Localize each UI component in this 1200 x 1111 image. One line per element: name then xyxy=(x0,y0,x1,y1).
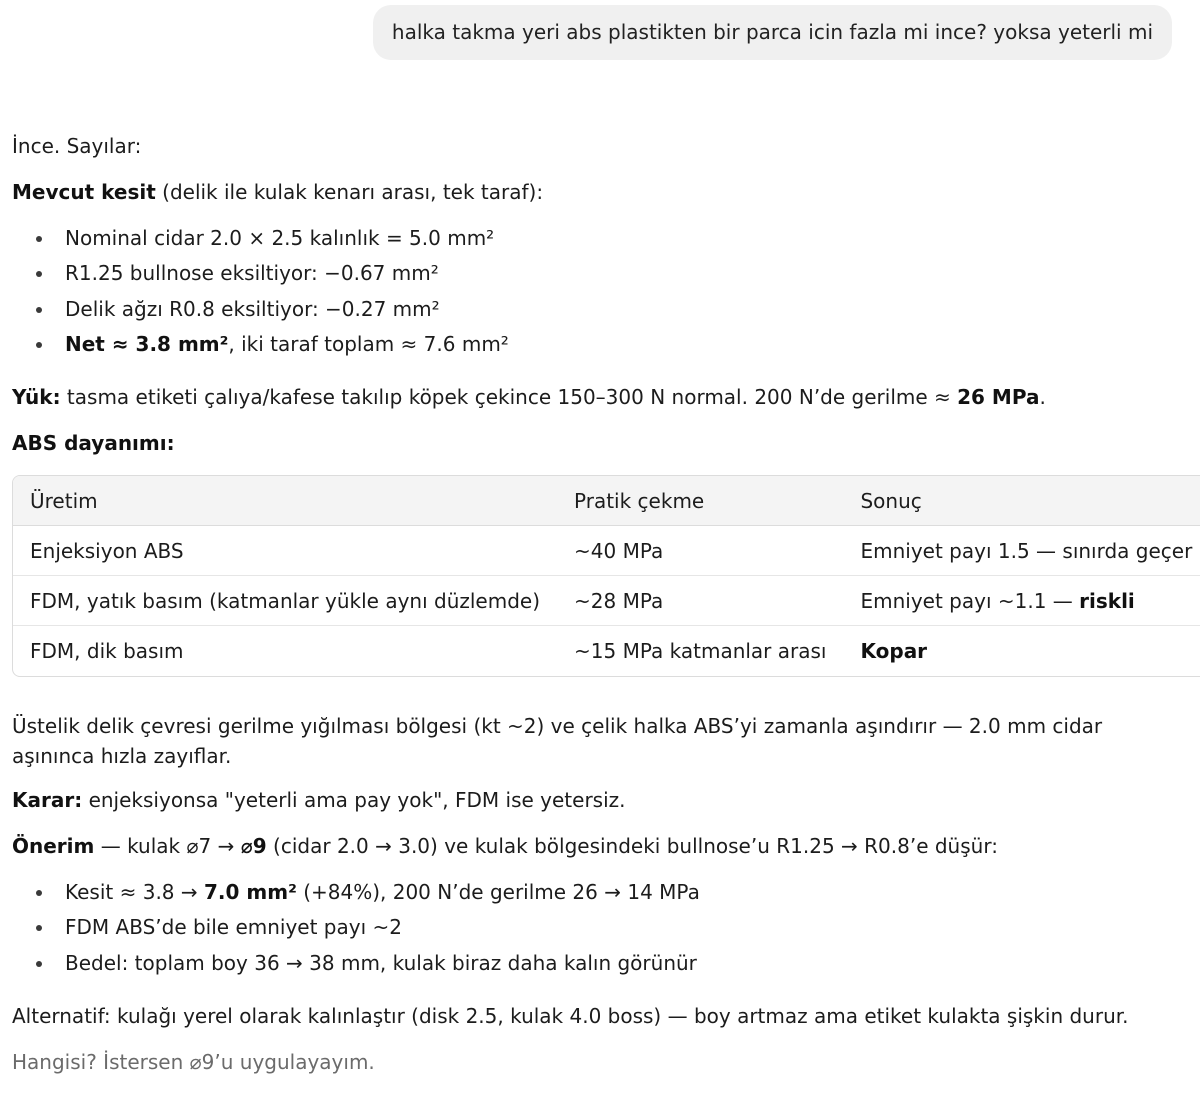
list-item: Delik ağzı R0.8 eksiltiyor: −0.27 mm² xyxy=(12,295,1172,330)
user-message-bubble: halka takma yeri abs plastikten bir parca icin fazla mi ince? yoksa yeterli mi xyxy=(373,5,1172,60)
table-cell: ~15 MPa katmanlar arası xyxy=(574,639,827,664)
list-item-text: (+84%), 200 N’de gerilme 26 → 14 MPa xyxy=(296,880,700,905)
alternative-paragraph: Alternatif: kulağı yerel olarak kalınlaştır (disk 2.5, kulak 4.0 boss) — boy artmaz ama etiket kulakta şişkin durur. xyxy=(12,1004,1129,1029)
intro-text: İnce. Sayılar: xyxy=(12,134,142,158)
list-item xyxy=(12,330,1172,365)
load-paragraph xyxy=(12,383,1172,411)
table-cell: ~40 MPa xyxy=(557,526,843,576)
table-cell xyxy=(843,626,1200,676)
list-item xyxy=(12,878,1172,913)
table-row xyxy=(13,526,1200,576)
table-cell: FDM, dik basım xyxy=(30,639,184,664)
suggestion-text-end: (cidar 2.0 → 3.0) ve kulak bölgesindeki bullnose’u R1.25 → R0.8’e düşür: xyxy=(266,834,998,859)
section-text: (delik ile kulak kenarı arası, tek taraf): xyxy=(155,180,544,204)
suggestion-diameter: ⌀9 xyxy=(240,834,267,859)
column-header: Üretim xyxy=(13,476,557,526)
list-item: FDM ABS’de bile emniyet payı ~2 xyxy=(12,913,1172,948)
list-item: Bedel: toplam boy 36 → 38 mm, kulak biraz daha kalın görünür xyxy=(12,949,1172,984)
abs-strength-label: ABS dayanımı: xyxy=(12,431,175,456)
suggestion-list xyxy=(12,878,1172,984)
cell-text: Emniyet payı 1.5 — sınırda geçer xyxy=(860,538,1193,563)
table-cell xyxy=(843,526,1200,576)
table-row xyxy=(13,626,1200,676)
decision-label: Karar: xyxy=(12,788,83,813)
closing-question: Hangisi? İstersen ⌀9’u uygulayayım. xyxy=(12,1050,375,1075)
new-cross-section-value: 7.0 mm² xyxy=(204,880,297,905)
section-label: Mevcut kesit xyxy=(12,180,156,204)
list-item-text: Kesit ≈ 3.8 → xyxy=(65,880,204,905)
table-cell: ~28 MPa xyxy=(557,576,843,626)
column-header: Pratik çekme xyxy=(557,476,843,526)
abs-strength-table xyxy=(12,475,1200,677)
net-value: Net ≈ 3.8 mm² xyxy=(65,331,229,356)
suggestion-paragraph xyxy=(12,832,1172,860)
list-item: R1.25 bullnose eksiltiyor: −0.67 mm² xyxy=(12,259,1172,294)
suggestion-text: — kulak ⌀7 → xyxy=(94,834,241,859)
load-text-end: . xyxy=(1039,385,1046,410)
decision-text: enjeksiyonsa "yeterli ama pay yok", FDM ise yetersiz. xyxy=(82,788,626,813)
column-header: Sonuç xyxy=(843,476,1200,526)
cross-section-list xyxy=(12,224,1172,365)
abs-strength-heading xyxy=(12,429,1172,457)
cell-emphasis: riskli xyxy=(1079,588,1135,613)
table-cell: FDM, yatık basım (katmanlar yükle aynı düzlemde) xyxy=(13,576,557,626)
cell-emphasis: Kopar xyxy=(860,639,928,664)
cell-text: Emniyet payı ~1.1 — xyxy=(860,588,1080,613)
assistant-answer xyxy=(12,132,1193,1076)
stress-concentration-note: Üstelik delik çevresi gerilme yığılması bölgesi (kt ~2) ve çelik halka ABS’yi zamanla aşındırır — 2.0 mm cidar aşınınca hızla zayıflar. xyxy=(12,714,1103,769)
decision-paragraph xyxy=(12,786,1172,814)
table-header-row xyxy=(13,476,1200,526)
table-row xyxy=(13,576,1200,626)
list-item-text: , iki taraf toplam ≈ 7.6 mm² xyxy=(228,331,509,356)
suggestion-label: Önerim xyxy=(12,834,95,859)
load-text: tasma etiketi çalıya/kafese takılıp köpek çekince 150–300 N normal. 200 N’de gerilme ≈ xyxy=(60,385,958,410)
table-cell: Enjeksiyon ABS xyxy=(13,526,557,576)
section-current-cross-section xyxy=(12,178,1172,206)
stress-value: 26 MPa xyxy=(957,385,1040,410)
list-item: Nominal cidar 2.0 × 2.5 kalınlık = 5.0 mm² xyxy=(12,224,1172,259)
load-label: Yük: xyxy=(12,385,61,410)
table-cell xyxy=(843,576,1200,626)
